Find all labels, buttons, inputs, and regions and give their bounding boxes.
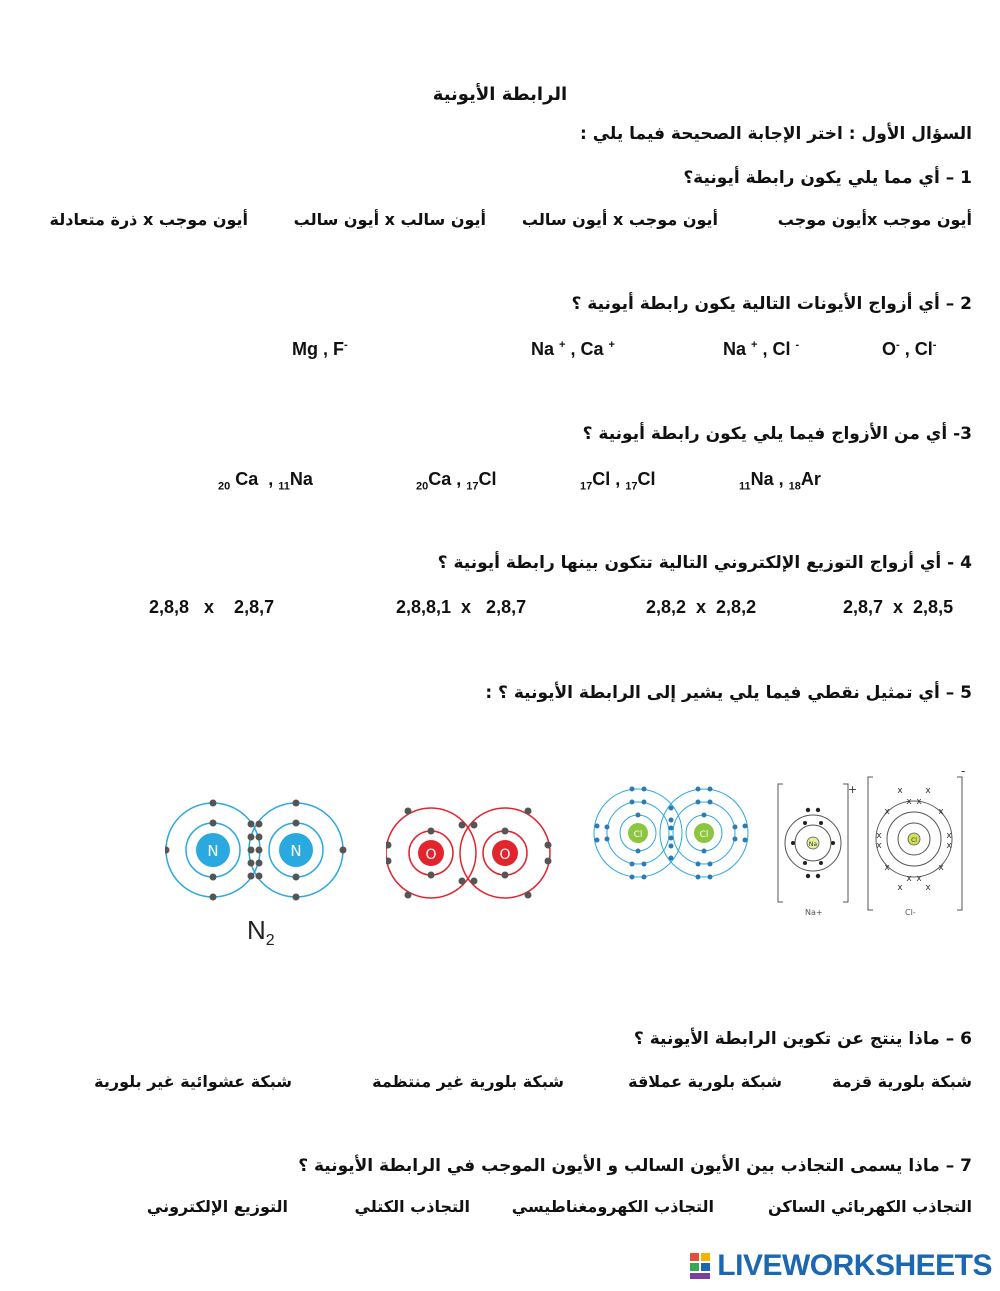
q3-option-4[interactable]: $_{20}$ Ca , $_{11}$Na bbox=[218, 469, 313, 493]
chlorine-symbol: Cl bbox=[911, 837, 917, 844]
question-1: 1 – أي مما يلي يكون رابطة أيونية؟ bbox=[683, 168, 972, 188]
question-7: 7 – ماذا يسمى التجاذب بين الأيون السالب و الأيون الموجب في الرابطة الأيونية ؟ bbox=[298, 1156, 972, 1176]
chlorine-symbol-2: Cl bbox=[699, 830, 709, 840]
svg-text:x: x bbox=[938, 863, 944, 873]
q4-option-3[interactable]: 2,8,8,1 x 2,8,7 bbox=[396, 597, 527, 617]
nitrogen-symbol-1: N bbox=[207, 842, 219, 860]
ionic-bond-diagram[interactable] bbox=[775, 762, 970, 922]
q6-option-3[interactable]: شبكة بلورية غير منتظمة bbox=[372, 1072, 564, 1091]
oxygen-symbol-2: O bbox=[499, 847, 511, 863]
q7-option-4[interactable]: التوزيع الإلكتروني bbox=[146, 1197, 288, 1216]
q1-option-1[interactable]: أيون موجب xأيون موجب bbox=[777, 210, 972, 229]
liveworksheets-logo[interactable] bbox=[689, 1249, 992, 1283]
cation-charge: + bbox=[848, 783, 858, 796]
svg-text:x: x bbox=[946, 841, 952, 851]
svg-text:x: x bbox=[876, 831, 882, 841]
q7-option-2[interactable]: التجاذب الكهرومغناطيسي bbox=[511, 1197, 714, 1216]
q6-option-2[interactable]: شبكة بلورية عملاقة bbox=[628, 1072, 782, 1091]
q3-option-2[interactable]: $_{17}$Cl , $_{17}$Cl bbox=[580, 469, 656, 493]
q2-option-4[interactable]: Mg , F- bbox=[292, 339, 348, 359]
chlorine-symbol-1: Cl bbox=[633, 830, 643, 840]
q1-option-4[interactable]: أيون موجب x ذرة متعادلة bbox=[49, 210, 248, 229]
q4-option-1[interactable]: 2,8,7 x 2,8,5 bbox=[843, 597, 954, 617]
sodium-symbol: Na bbox=[808, 841, 818, 848]
svg-text:x: x bbox=[938, 807, 944, 817]
chlorine-caption: Cl- bbox=[905, 908, 916, 917]
q3-option-1[interactable]: $_{11}$Na , $_{18}$Ar bbox=[739, 469, 821, 493]
svg-text:x: x bbox=[884, 863, 890, 873]
instruction-text: السؤال الأول : اختر الإجابة الصحيحة فيما يلي : bbox=[580, 124, 972, 144]
q6-option-1[interactable]: شبكة بلورية قزمة bbox=[832, 1072, 972, 1091]
q4-option-4[interactable]: 2,8,8 x 2,8,7 bbox=[149, 597, 275, 617]
page-title: الرابطة الأيونية bbox=[432, 84, 568, 105]
q6-option-4[interactable]: شبكة عشوائية غير بلورية bbox=[94, 1072, 292, 1091]
svg-text:x: x bbox=[884, 807, 890, 817]
q7-option-1[interactable]: التجاذب الكهربائي الساكن bbox=[768, 1197, 972, 1216]
svg-text:x: x bbox=[906, 797, 912, 807]
nitrogen-symbol-2: N bbox=[290, 842, 302, 860]
brand-name: LIVEWORKSHEETS bbox=[717, 1249, 992, 1282]
svg-text:x: x bbox=[916, 797, 922, 807]
svg-text:x: x bbox=[906, 874, 912, 884]
q1-option-2[interactable]: أيون موجب x أيون سالب bbox=[521, 210, 718, 229]
svg-text:x: x bbox=[946, 831, 952, 841]
question-4: 4 - أي أزواج التوزيع الإلكتروني التالية تتكون بينها رابطة أيونية ؟ bbox=[437, 553, 972, 573]
anion-charge: - bbox=[961, 764, 966, 778]
liveworksheets-icon bbox=[689, 1252, 713, 1280]
svg-text:x: x bbox=[876, 841, 882, 851]
oxygen-symbol-1: O bbox=[425, 847, 437, 863]
q1-option-3[interactable]: أيون سالب x أيون سالب bbox=[293, 210, 486, 229]
svg-text:x: x bbox=[916, 874, 922, 884]
q3-option-3[interactable]: $_{20}$Ca , $_{17}$Cl bbox=[416, 469, 497, 493]
q2-option-3[interactable]: Na + , Ca + bbox=[531, 339, 615, 359]
q2-option-1[interactable]: O- , Cl- bbox=[882, 339, 937, 359]
chlorine-molecule-diagram[interactable] bbox=[592, 768, 767, 898]
question-2: 2 – أي أزواج الأيونات التالية يكون رابطة أيونية ؟ bbox=[571, 294, 972, 314]
question-5: 5 – أي تمثيل نقطي فيما يلي يشير إلى الرابطة الأيونية ؟ : bbox=[485, 683, 972, 703]
sodium-caption: Na+ bbox=[805, 908, 823, 917]
q4-option-2[interactable]: 2,8,2 x 2,8,2 bbox=[646, 597, 757, 617]
oxygen-molecule-diagram[interactable] bbox=[386, 773, 552, 923]
svg-text:x: x bbox=[897, 883, 903, 893]
svg-text:x: x bbox=[925, 883, 931, 893]
nitrogen-formula: $N_2$ bbox=[247, 915, 275, 949]
question-3: 3- أي من الأزواج فيما يلي يكون رابطة أيونية ؟ bbox=[582, 424, 972, 444]
q2-option-2[interactable]: Na + , Cl - bbox=[723, 339, 800, 359]
svg-text:x: x bbox=[925, 786, 931, 796]
svg-text:x: x bbox=[897, 786, 903, 796]
nitrogen-molecule-diagram[interactable] bbox=[165, 775, 347, 951]
q7-option-3[interactable]: التجاذب الكتلي bbox=[354, 1197, 470, 1216]
question-6: 6 – ماذا ينتج عن تكوين الرابطة الأيونية ؟ bbox=[633, 1029, 972, 1049]
